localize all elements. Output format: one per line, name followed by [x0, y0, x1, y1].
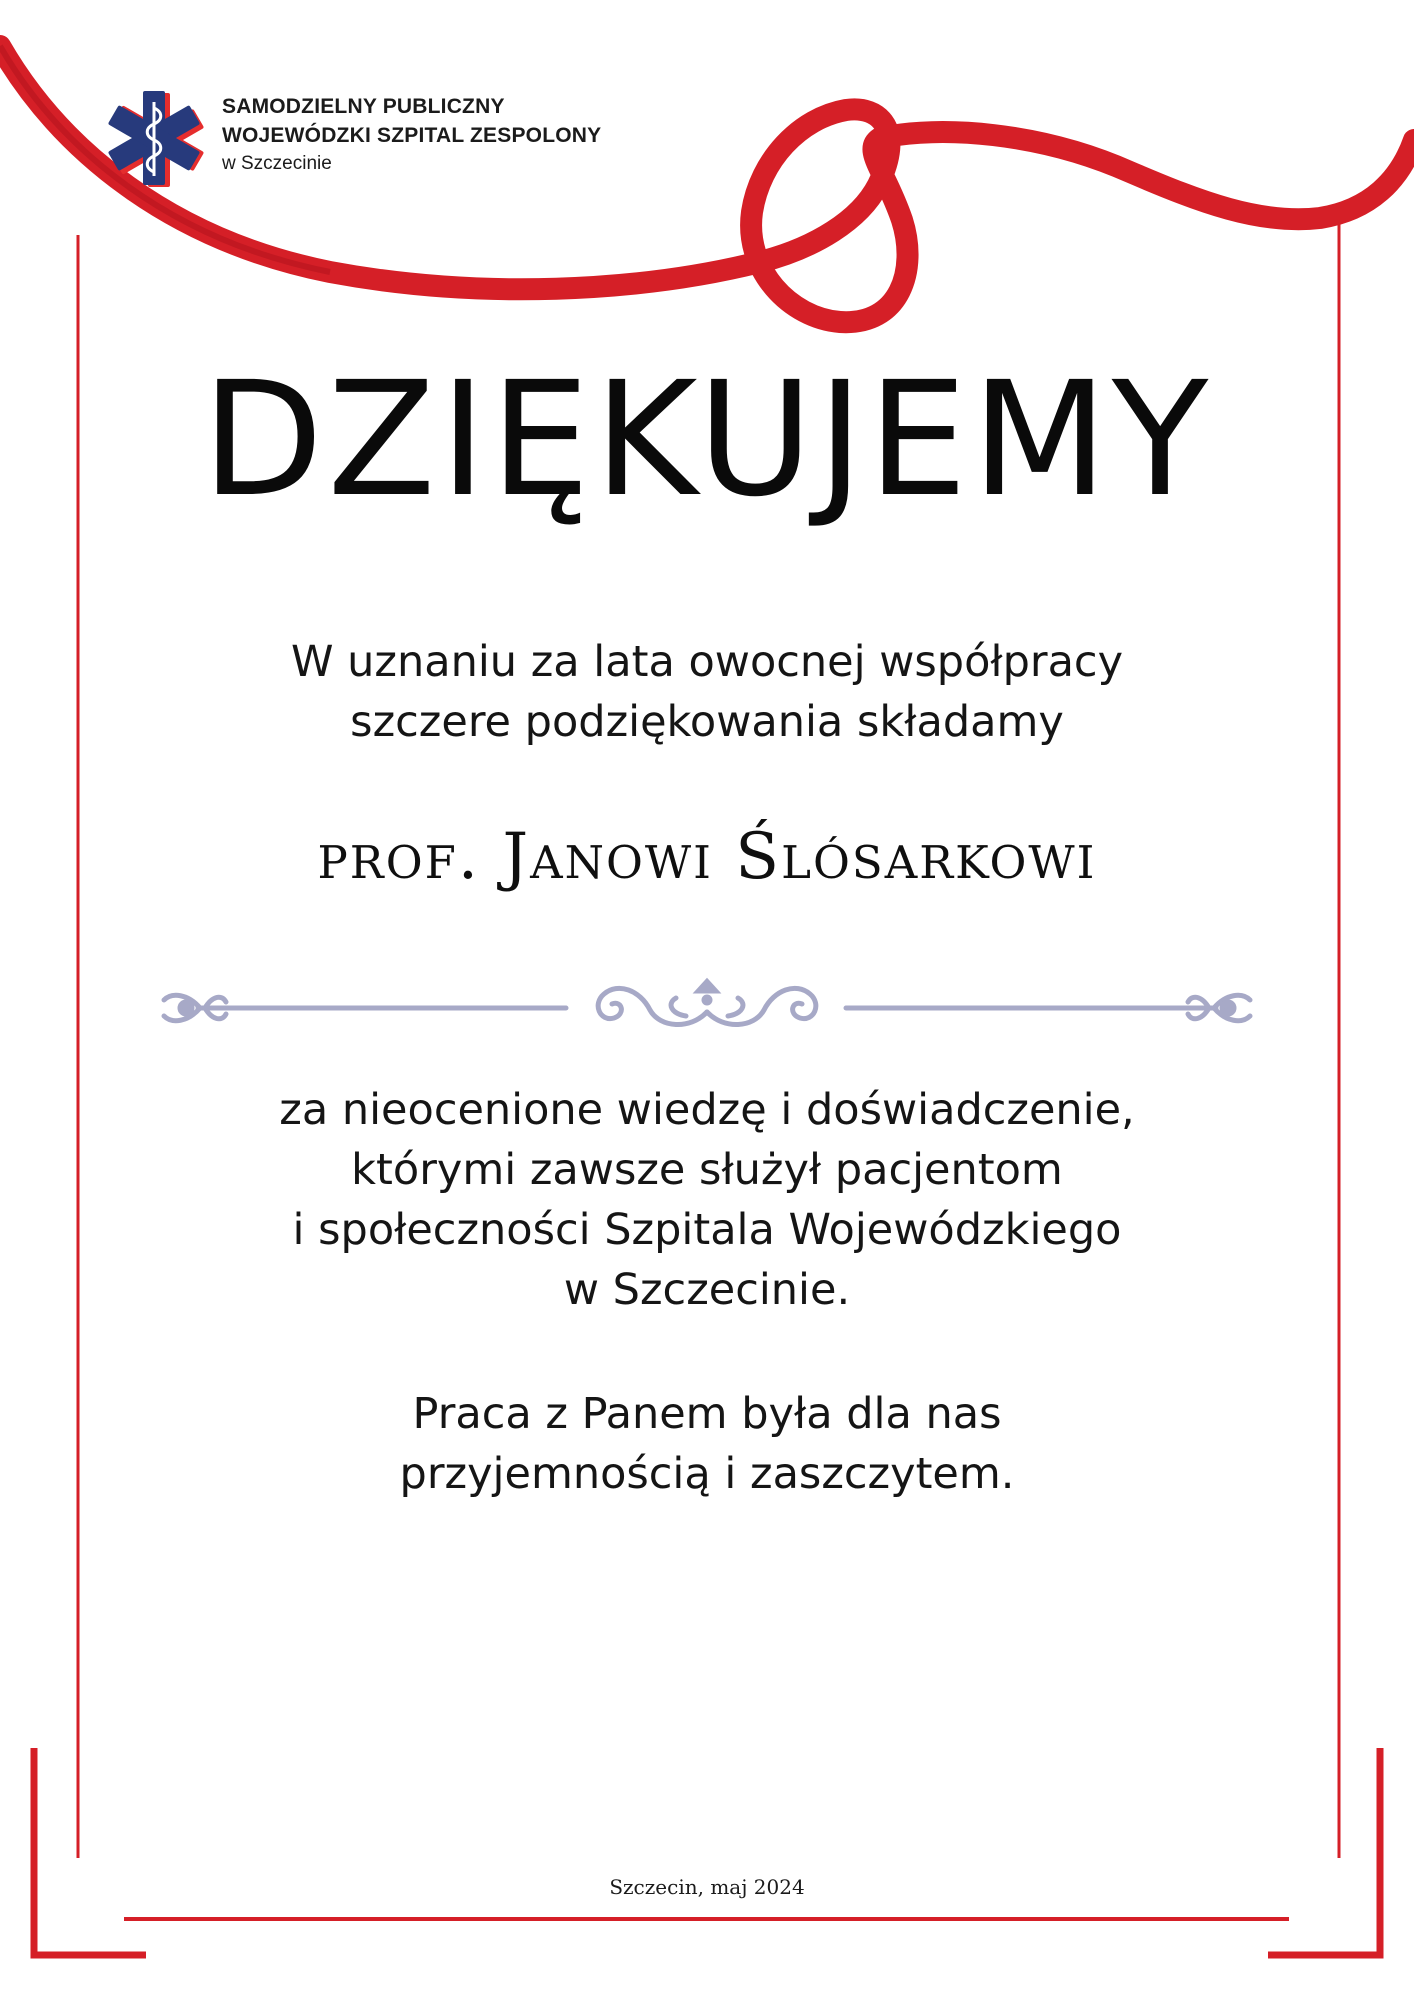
intro-line-1: W uznaniu za lata owocnej współpracy: [290, 637, 1124, 687]
body-line-1: za nieocenione wiedzę i doświadczenie,: [279, 1085, 1135, 1135]
corner-bracket-right: [1268, 1748, 1380, 1955]
ornament-divider: [164, 980, 1250, 1025]
recipient-name: prof. Janowi Ślósarkowi: [317, 820, 1097, 894]
body-line-2: którymi zawsze służył pacjentom: [351, 1145, 1063, 1195]
organization-name: [222, 92, 722, 178]
org-city: w Szczecinie: [222, 153, 332, 174]
place-date: Szczecin, maj 2024: [609, 1875, 805, 1899]
closing-line-1: Praca z Panem była dla nas: [412, 1389, 1002, 1439]
intro-line-2: szczere podziękowania składamy: [350, 697, 1064, 747]
star-of-life-icon: [92, 84, 210, 192]
corner-bracket-left: [34, 1748, 146, 1955]
intro-text: [0, 632, 1414, 752]
body-text: [0, 1080, 1414, 1320]
body-line-4: w Szczecinie.: [563, 1265, 851, 1315]
closing-line-2: przyjemnością i zaszczytem.: [399, 1449, 1015, 1499]
ribbon-decoration: [0, 46, 1414, 322]
org-name-line-1: SAMODZIELNY PUBLICZNY: [222, 95, 505, 118]
page-title: DZIĘKUJEMY: [201, 348, 1213, 532]
body-line-3: i społeczności Szpitala Wojewódzkiego: [292, 1205, 1122, 1255]
org-name-line-2: WOJEWÓDZKI SZPITAL ZESPOLONY: [222, 124, 602, 147]
closing-text: [0, 1384, 1414, 1504]
